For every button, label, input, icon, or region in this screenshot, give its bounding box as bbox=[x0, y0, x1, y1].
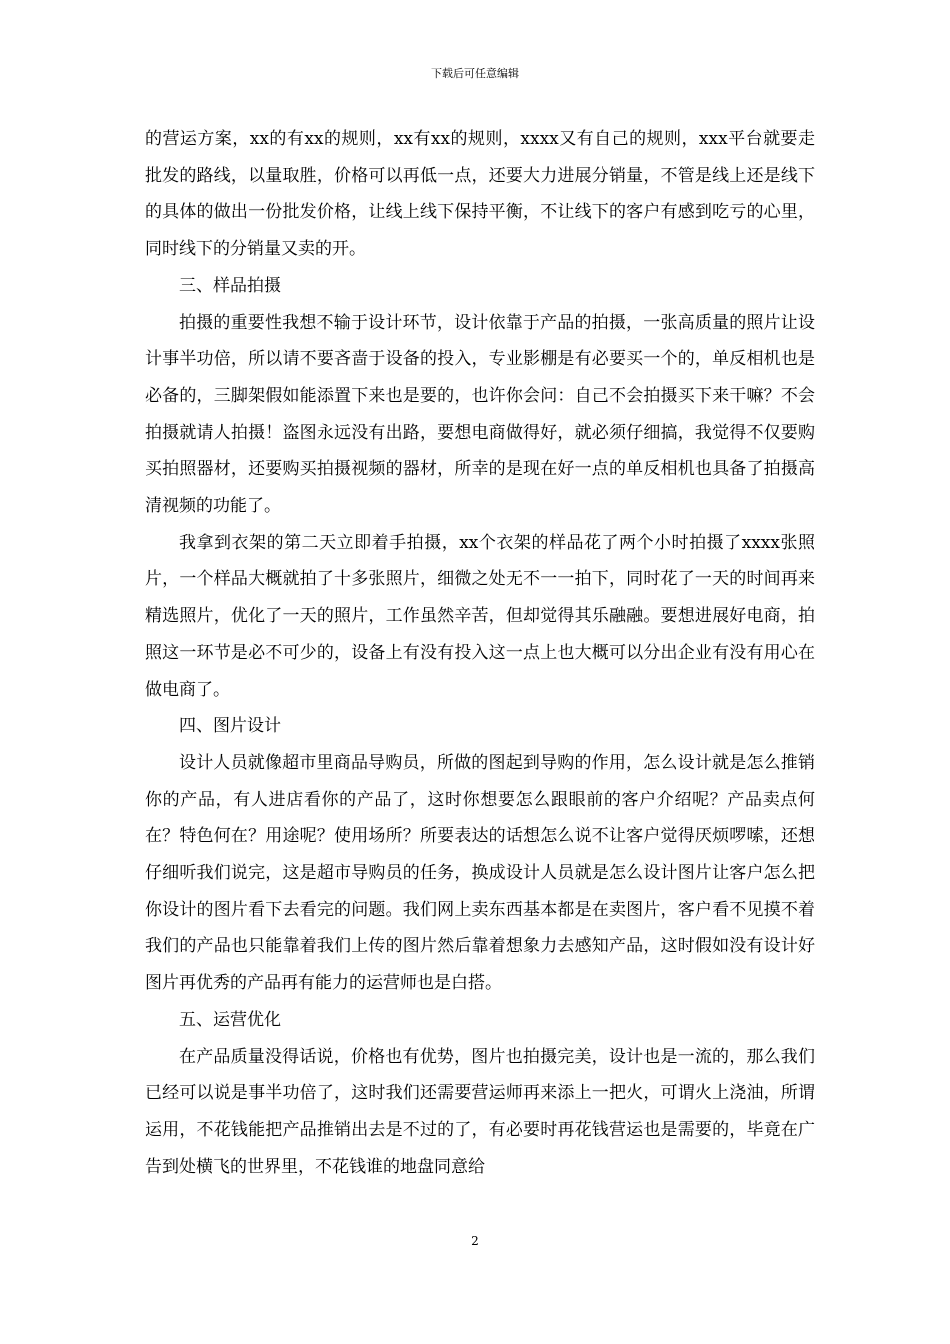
paragraph-photography-importance: 拍摄的重要性我想不输于设计环节，设计依靠于产品的拍摄，一张高质量的照片让设计事半功倍，所以请不要吝啬于设备的投入，专业影棚是有必要买一个的，单反相机也是必备的，三脚架假如能添置下来也是要的，也许你会问：自己不会拍摄买下来干嘛？不会拍摄就请人拍摄！盗图永远没有出路，要想电商做得好，就必须仔细搞，我觉得不仅要购买拍照器材，还要购买拍摄视频的器材，所幸的是现在好一点的单反相机也具备了拍摄高清视频的功能了。 bbox=[145, 312, 815, 517]
section-heading-3: 三、样品拍摄 bbox=[179, 275, 281, 296]
section-heading-5: 五、运营优化 bbox=[179, 1009, 281, 1030]
document-body bbox=[145, 121, 815, 1185]
paragraph-operation-optimization: 在产品质量没得话说，价格也有优势，图片也拍摄完美，设计也是一流的，那么我们已经可以说是事半功倍了，这时我们还需要营运师再来添上一把火，可谓火上浇油，所谓运用，不花钱能把产品推销出去是不过的了，有必要时再花钱营运也是需要的，毕竟在广告到处横飞的世界里，不花钱谁的地盘同意给 bbox=[145, 1046, 815, 1177]
section-heading-4: 四、图片设计 bbox=[179, 716, 281, 737]
page-number: 2 bbox=[471, 1234, 479, 1248]
paragraph-continued: 的营运方案，xx的有xx的规则，xx有xx的规则，xxxx又有自己的规则，xxx平台就要走批发的路线，以量取胜，价格可以再低一点，还要大力进展分销量，不管是线上还是线下的具体的做出一份批发价格，让线上线下保持平衡，不让线下的客户有感到吃亏的心里，同时线下的分销量又卖的开。 bbox=[145, 129, 815, 260]
paragraph-image-design: 设计人员就像超市里商品导购员，所做的图起到导购的作用，怎么设计就是怎么推销你的产品，有人进店看你的产品了，这时你想要怎么跟眼前的客户介绍呢？产品卖点何在？特色何在？用途呢？使用场所？所要表达的话想怎么说不让客户觉得厌烦啰嗦，还想仔细听我们说完，这是超市导购员的任务，换成设计人员就是怎么设计图片让客户怎么把你设计的图片看下去看完的问题。我们网上卖东西基本都是在卖图片，客户看不见摸不着我们的产品也只能靠着我们上传的图片然后靠着想象力去感知产品，这时假如没有设计好图片再优秀的产品再有能力的运营师也是白搭。 bbox=[145, 752, 815, 994]
page-header: 下载后可任意编辑 bbox=[431, 67, 519, 80]
paragraph-photography-experience: 我拿到衣架的第二天立即着手拍摄，xx个衣架的样品花了两个小时拍摄了xxxx张照片，一个样品大概就拍了十多张照片，细微之处无不一一拍下，同时花了一天的时间再来精选照片，优化了一天的照片，工作虽然辛苦，但却觉得其乐融融。要想进展好电商，拍照这一环节是必不可少的，设备上有没有投入这一点上也大概可以分出企业有没有用心在做电商了。 bbox=[145, 532, 815, 700]
